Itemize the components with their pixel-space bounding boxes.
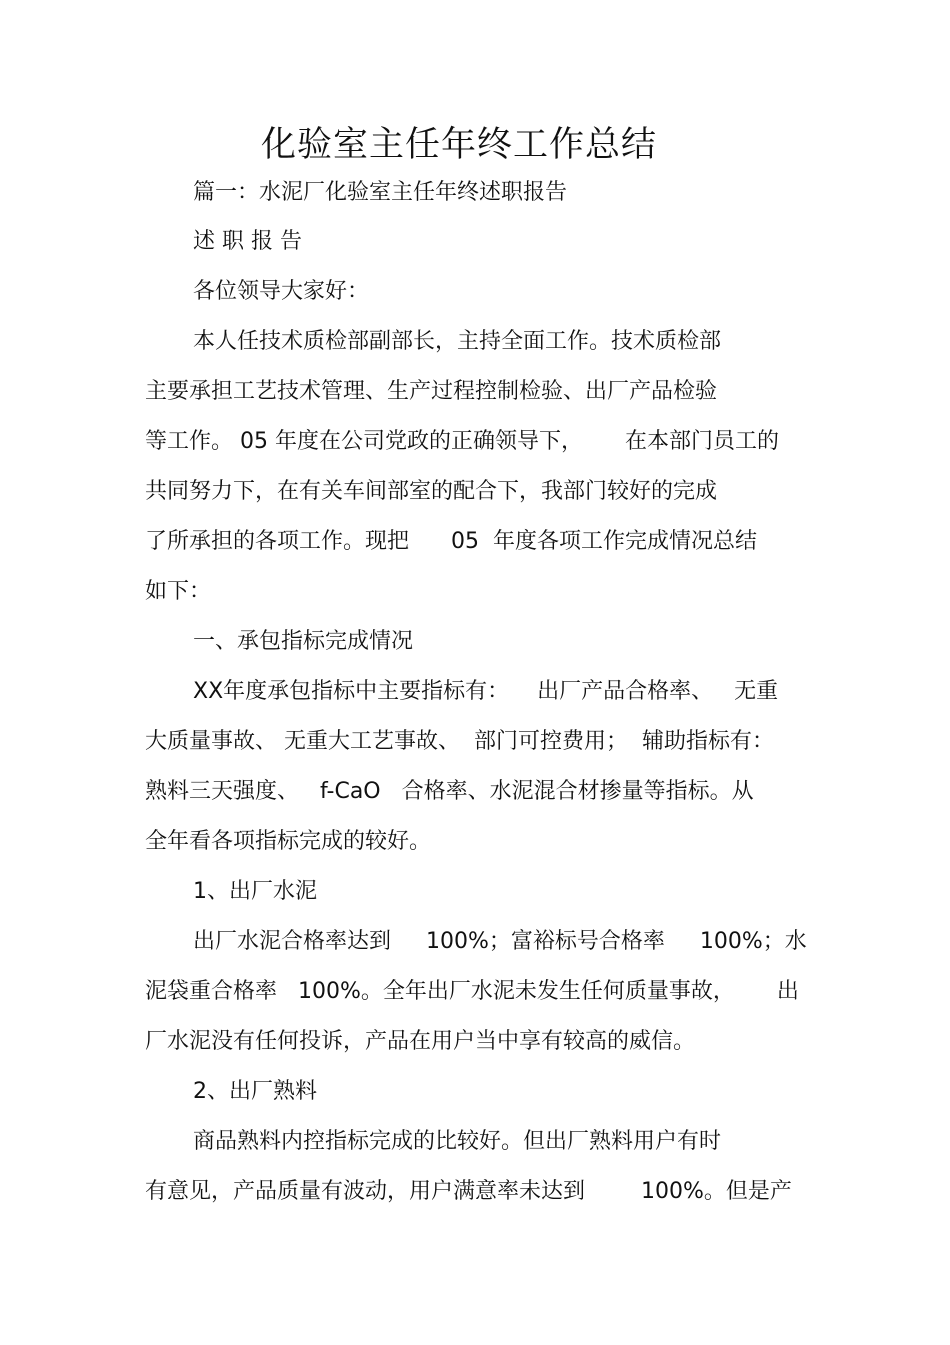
item-heading: 2、出厂熟料 bbox=[193, 1079, 317, 1104]
paragraph-line: 有意见，产品质量有波动，用户满意率未达到 100%。但是产 bbox=[145, 1179, 792, 1204]
document-title: 化验室主任年终工作总结 bbox=[260, 125, 657, 165]
paragraph-line: 出厂水泥合格率达到 100%；富裕标号合格率 100%；水 bbox=[193, 929, 807, 954]
paragraph-line: 了所承担的各项工作。现把 05 年度各项工作完成情况总结 bbox=[145, 529, 757, 554]
paragraph-line: 等工作。 05 年度在公司党政的正确领导下， 在本部门员工的 bbox=[145, 429, 779, 454]
paragraph-line: 熟料三天强度、 f-CaO 合格率、水泥混合材掺量等指标。从 bbox=[145, 779, 754, 804]
item-heading: 1、出厂水泥 bbox=[193, 879, 317, 904]
paragraph-line: 如下： bbox=[145, 579, 212, 604]
paragraph-line: 全年看各项指标完成的较好。 bbox=[145, 829, 432, 854]
greeting: 各位领导大家好： bbox=[193, 279, 370, 304]
paragraph-line: XX年度承包指标中主要指标有： 出厂产品合格率、 无重 bbox=[193, 679, 779, 704]
subsection-heading: 一、承包指标完成情况 bbox=[193, 629, 414, 654]
paragraph-line: 商品熟料内控指标完成的比较好。但出厂熟料用户有时 bbox=[193, 1129, 722, 1154]
paragraph-line: 厂水泥没有任何投诉，产品在用户当中享有较高的威信。 bbox=[145, 1029, 696, 1054]
paragraph-line: 大质量事故、 无重大工艺事故、 部门可控费用； 辅助指标有： bbox=[145, 729, 774, 754]
report-heading: 述 职 报 告 bbox=[193, 229, 302, 254]
paragraph-line: 泥袋重合格率 100%。全年出厂水泥未发生任何质量事故， 出 bbox=[145, 979, 799, 1004]
paragraph-line: 本人任技术质检部副部长，主持全面工作。技术质检部 bbox=[193, 329, 722, 354]
section-heading: 篇一：水泥厂化验室主任年终述职报告 bbox=[193, 180, 568, 205]
paragraph-line: 主要承担工艺技术管理、生产过程控制检验、出厂产品检验 bbox=[145, 379, 718, 404]
paragraph-line: 共同努力下，在有关车间部室的配合下，我部门较好的完成 bbox=[145, 479, 718, 504]
